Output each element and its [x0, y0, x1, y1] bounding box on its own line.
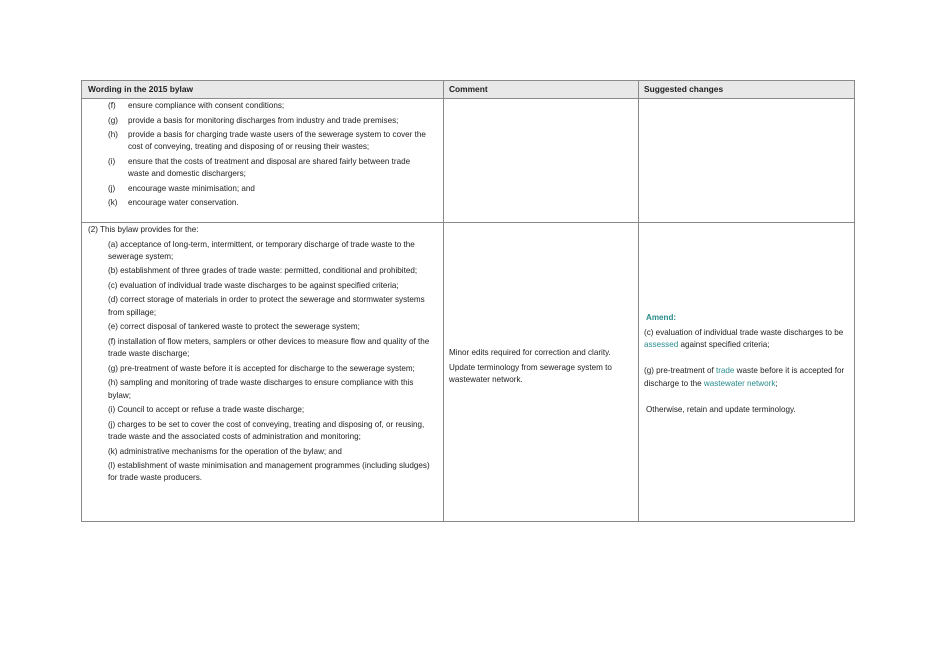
row2-wording [88, 224, 438, 487]
list-item [108, 156, 433, 181]
table-header-row [82, 81, 854, 98]
item-text: ensure that the costs of treatment and disposal are shared fairly between trade waste and domestic dischargers; [128, 156, 411, 179]
amend-label: Amend: [646, 313, 677, 322]
item-number: (i) [108, 156, 116, 166]
item-text: provide a basis for monitoring discharges from industry and trade premises; [128, 115, 399, 125]
list-item: (h) sampling and monitoring of trade waste discharges to ensure compliance with this bylaw; [108, 378, 414, 400]
suggested-c [644, 327, 852, 352]
list-item: (j) charges to be set to cover the cost of conveying, treating and disposing of, or reusing, trade waste and the associated costs of administration and monitoring; [108, 419, 425, 442]
row2-list [88, 239, 438, 485]
row2-suggested [644, 312, 852, 419]
list-item [108, 129, 433, 154]
list-item: (d) correct storage of materials in order to protect the sewerage and stormwater systems from spillage; [108, 295, 425, 317]
list-item [108, 183, 433, 195]
comment-line: Minor edits required for correction and clarity. [449, 348, 611, 357]
list-item: (f) installation of flow meters, samplers or other devices to measure flow and quality of the trade waste discharge; [108, 336, 430, 359]
item-number: (g) [108, 115, 118, 125]
list-item: (i) Council to accept or refuse a trade waste discharge; [108, 405, 305, 415]
row2-intro: (2) This bylaw provides for the: [88, 225, 199, 234]
suggested-text: (g) pre-treatment of [644, 366, 716, 376]
row2-comment [449, 347, 632, 388]
comment-line: Update terminology from sewerage system to wastewater network. [449, 362, 612, 384]
suggested-text: ; [775, 378, 778, 388]
list-item [108, 100, 433, 112]
list-item [108, 115, 433, 127]
header-comment: Comment [449, 84, 488, 94]
item-text: encourage water conservation. [128, 198, 239, 208]
list-item: (l) establishment of waste minimisation and management programmes (including sludges) for trade waste producers. [108, 461, 430, 483]
item-number: (h) [108, 130, 118, 139]
item-text: provide a basis for charging trade waste users of the sewerage system to cover the cost of conveying, treating and disposing of or reusing their wastes; [128, 130, 426, 152]
suggested-otherwise: Otherwise, retain and update terminology. [646, 405, 796, 415]
suggested-highlight: assessed [644, 339, 679, 349]
row1-wording [108, 100, 433, 212]
header-wording: Wording in the 2015 bylaw [88, 84, 194, 94]
item-number: (j) [108, 183, 116, 193]
suggested-highlight: wastewater network [703, 378, 776, 388]
row-divider [82, 222, 854, 223]
item-text: encourage waste minimisation; and [128, 183, 255, 193]
item-number: (f) [108, 101, 116, 110]
list-item: (k) administrative mechanisms for the operation of the bylaw; and [108, 446, 342, 456]
suggested-text: (c) evaluation of individual trade waste discharges to be [644, 327, 844, 337]
list-item: (a) acceptance of long-term, intermittent, or temporary discharge of trade waste to the sewerage system; [108, 239, 415, 261]
item-text: ensure compliance with consent conditions; [128, 101, 285, 110]
suggested-text: against specified criteria; [678, 339, 770, 349]
column-divider [443, 81, 444, 521]
bylaw-comparison-table [81, 80, 855, 522]
list-item: (g) pre-treatment of waste before it is accepted for discharge to the sewerage system; [108, 363, 415, 373]
list-item: (c) evaluation of individual trade waste discharges to be against specified criteria; [108, 280, 399, 290]
list-item: (b) establishment of three grades of trade waste: permitted, conditional and prohibited; [108, 266, 418, 276]
list-item: (e) correct disposal of tankered waste to protect the sewerage system; [108, 322, 360, 332]
item-number: (k) [108, 198, 118, 208]
header-suggested-changes: Suggested changes [644, 84, 724, 94]
suggested-g [644, 365, 852, 390]
column-divider [638, 81, 639, 521]
list-item [108, 197, 433, 209]
suggested-highlight: trade [715, 366, 735, 376]
suggested-text: waste before it is accepted for discharge to the [644, 366, 845, 388]
row-divider [82, 98, 854, 99]
